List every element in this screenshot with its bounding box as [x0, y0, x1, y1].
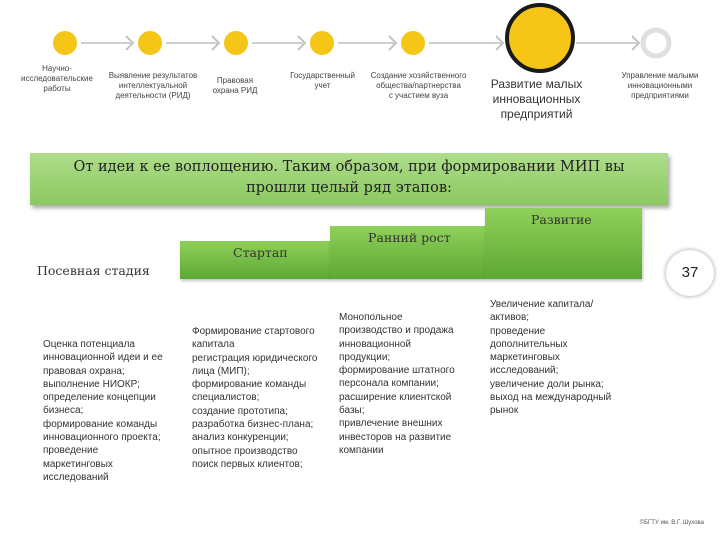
task-line: опытное производство — [192, 445, 298, 457]
task-line: инновационной идеи и ее — [43, 352, 163, 364]
early-growth-stage-tasks — [339, 311, 455, 457]
task-line: анализ конкуренции; — [192, 432, 289, 444]
task-line: привлечение внешних — [339, 418, 443, 430]
task-line: создание прототипа; — [192, 405, 288, 417]
step-marker-company-creation — [400, 30, 426, 56]
stage-label-early-growth: Ранний рост — [368, 230, 451, 245]
startup-stage-tasks — [192, 325, 317, 471]
task-line: базы; — [339, 405, 365, 417]
task-line: Монопольное — [339, 312, 403, 323]
summary-banner — [30, 153, 668, 205]
step-label-company-creation: Создание хозяйственного общества/партнерства с участием вуза — [370, 71, 467, 100]
seed-stage-tasks — [43, 338, 163, 484]
task-line: разработка бизнес-плана; — [192, 419, 314, 431]
task-line: компании — [339, 444, 384, 456]
task-line: активов; — [490, 312, 530, 324]
step-marker-mip-management — [643, 30, 669, 56]
task-line: поиск первых клиентов; — [192, 458, 303, 470]
step-marker-mip-development — [507, 5, 573, 71]
task-line: регистрация юридического — [192, 352, 318, 364]
stage-label-development: Развитие — [531, 212, 592, 227]
step-marker-rid-identification — [137, 30, 163, 56]
task-line: маркетинговых — [490, 352, 560, 364]
task-line: исследований; — [490, 365, 559, 377]
step-label-state-registration: Государственный учет — [290, 71, 355, 90]
banner-line-2: прошли целый ряд этапов: — [246, 180, 452, 196]
task-line: формирование команды — [192, 379, 307, 391]
task-line: Оценка потенциала — [43, 339, 135, 350]
step-marker-rid-protection — [223, 30, 249, 56]
task-line: проведение — [490, 325, 546, 337]
task-line: определение концепции — [43, 392, 156, 404]
task-line: персонала компании; — [339, 378, 439, 390]
task-line: капитала — [192, 339, 235, 351]
task-line: формирование штатного — [339, 365, 455, 377]
task-line: Увеличение капитала/ — [490, 299, 594, 310]
task-line: выход на международный — [490, 392, 612, 404]
banner-line-1: От идеи к ее воплощению. Таким образом, при формировании МИП вы — [73, 159, 625, 175]
task-line: увеличение доли рынка; — [490, 378, 604, 390]
task-line: Формирование стартового — [192, 326, 315, 337]
step-label-mip-development: Развитие малых инновационных предприятий — [490, 77, 583, 121]
task-line: лица (МИП); — [192, 365, 250, 377]
stage-label-startup: Стартап — [233, 245, 288, 260]
task-line: инновационной — [339, 338, 412, 350]
task-line: инновационного проекта; — [43, 432, 161, 444]
task-line: формирование команды — [43, 418, 158, 430]
task-line: дополнительных — [490, 338, 568, 350]
step-label-mip-management: Управление малыми инновационными предприятиями — [621, 71, 699, 100]
step-label-research: Научно- исследовательские работы — [21, 64, 93, 93]
task-line: выполнение НИОКР; — [43, 378, 140, 390]
task-line: продукции; — [339, 351, 391, 363]
task-line: бизнеса; — [43, 405, 84, 417]
task-line: инвесторов на развитие — [339, 431, 452, 443]
task-line: расширение клиентской — [339, 391, 452, 403]
task-line: маркетинговых — [43, 458, 113, 470]
development-stage-tasks — [490, 298, 611, 418]
task-line: правовая охрана; — [43, 365, 125, 377]
step-marker-research — [52, 30, 78, 56]
step-marker-state-registration — [309, 30, 335, 56]
step-label-rid-identification: Выявление результатов интеллектуальной деятельности (РИД) — [108, 71, 198, 100]
footer-credit: ©БГТУ им. В.Г. Шухова — [639, 520, 704, 526]
task-line: производство и продажа — [339, 325, 454, 337]
stage-label-seed: Посевная стадия — [37, 263, 150, 278]
task-line: специалистов; — [192, 392, 260, 404]
task-line: исследований — [43, 471, 109, 483]
page-number: 37 — [666, 250, 714, 296]
task-line: рынок — [490, 405, 519, 417]
task-line: проведение — [43, 445, 99, 457]
step-label-rid-protection: Правовая охрана РИД — [212, 76, 258, 95]
